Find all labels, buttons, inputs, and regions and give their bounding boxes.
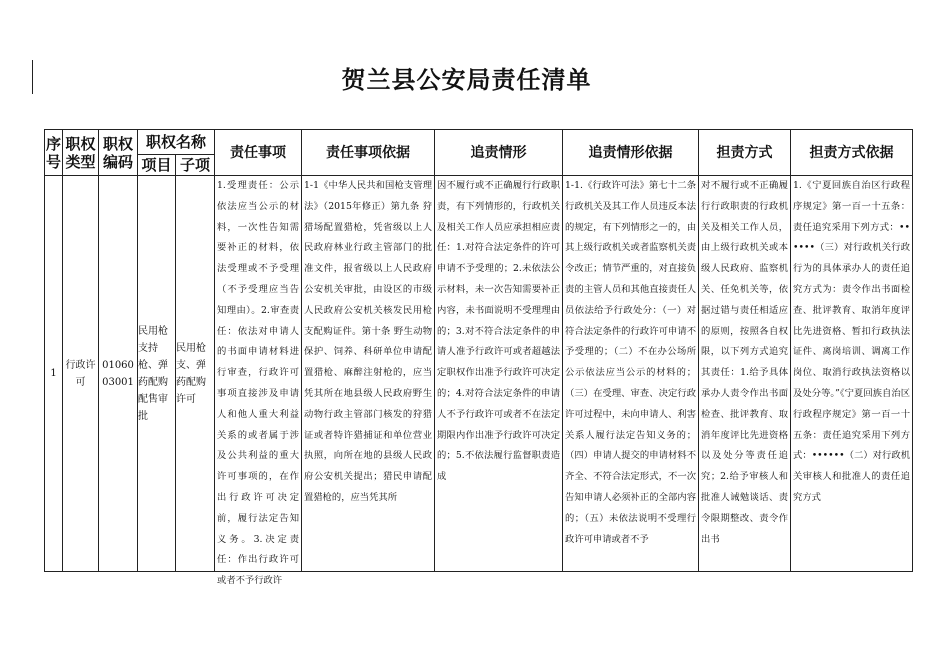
responsibility-basis-text: 1.《宁夏回族自治区行政程序规定》第一百一十五条：责任追究采用下列方式：••••••（三）对行政机关行政行为的具体承办人的责任追究方式为：责令作出书面检查、批评教育、取消年度评比先进资格、暂扣行政执法证件、离岗培训、调离工作岗位、取消行政执法资格以及处分等。”《宁夏回族自治区行政程序规定》第一百一十五条：责任追究采用下列方式：••••••（二）对行政机关审核人和批准人的责任追究方式 [793,180,911,503]
cell-power-type: 行政许可 [63,176,99,572]
duty-matter-text: 1.受理责任：公示依法应当公示的材料，一次性告知需要补正的材料，依法受理或不予受理（不予受理应当告知理由）。2.审查责任：依法对申请人的书面申请材料进行审查，行政许可事项直接涉及申请人和他人重大利益关系的或者属于涉及公共利益的重大许可事项的，在作出行政许可决定前，履行法定告知义务。3.决定责任：作出行政许可或者不予行政许 [217,180,300,587]
cell-item: 民用枪支持枪、弹药配购配售审批 [138,176,176,572]
cell-subitem: 民用枪支、弹药配购许可 [176,176,215,572]
header-power-type: 职权类型 [63,130,99,176]
document-title: 贺兰县公安局责任清单 [341,66,592,94]
cell-responsibility-mode [699,176,791,572]
header-power-name: 职权名称 [138,130,215,155]
header-responsibility-basis: 担责方式依据 [791,130,913,176]
cell-accountability-case [435,176,563,572]
cell-duty-matter [215,176,302,587]
header-duty-basis: 责任事项依据 [302,130,435,176]
accountability-case-text: 因不履行或不正确履行行政职责，有下列情形的，行政机关及相关工作人员应承担相应责任：1.对符合法定条件的许可申请不予受理的；2.未依法公示材料，未一次告知需要补正内容，未书面说明不受理理由的；3.对不符合法定条件的申请人准予行政许可或者超越法定职权作出准予行政许可决定的；4.对符合法定条件的申请人不予行政许可或者不在法定期限内作出准予行政许可决定的；5.不依法履行监督职责造成 [437,180,561,483]
header-accountability-basis: 追责情形依据 [563,130,699,176]
cell-accountability-basis [563,176,699,572]
header-responsibility-mode: 担责方式 [699,130,791,176]
header-seq: 序号 [45,130,63,176]
responsibility-table [44,129,913,587]
duty-basis-text: 1-1《中华人民共和国枪支管理法》（2015年修正）第九条 狩猎场配置猎枪，凭省级以上人民政府林业行政主管部门的批准文件，报省级以上人民政府公安机关审批，由设区的市级人民政府公安机关核发民用枪支配购证件。第十条 野生动物保护、饲养、科研单位申请配置猎枪、麻醉注射枪的，应当凭其所在地县级人民政府野生动物行政主管部门核发的狩猎证或者特许猎捕证和单位营业执照，向所在地的县级人民政府公安机关提出；猎民申请配置猎枪的，应当凭其所 [304,180,433,503]
header-item: 项目 [138,155,176,176]
table-row [45,176,913,572]
accountability-basis-text: 1-1.《行政许可法》第七十二条 行政机关及其工作人员违反本法的规定，有下列情形之一的，由其上级行政机关或者监察机关责令改正；情节严重的，对直接负责的主管人员和其他直接责任人员依法给予行政处分：（一）对符合法定条件的行政许可申请不予受理的；（二）不在办公场所公示依法应当公示的材料的；（三）在受理、审查、决定行政许可过程中，未向申请人、利害关系人履行法定告知义务的；（四）申请人提交的申请材料不齐全、不符合法定形式，不一次告知申请人必须补正的全部内容的；（五）未依法说明不受理行政许可申请或者不予 [565,180,697,545]
header-duty-matter: 责任事项 [215,130,302,176]
header-accountability-case: 追责情形 [435,130,563,176]
header-power-code: 职权编码 [99,130,138,176]
cell-power-code: 0106003001 [99,176,138,572]
header-subitem: 子项 [176,155,215,176]
responsibility-mode-text: 对不履行或不正确履行行政职责的行政机关及相关工作人员，由上级行政机关或本级人民政府、监察机关、任免机关等，依据过错与责任相适应的原则，按照各自权限，以下列方式追究其责任：1.给予具体承办人责令作出书面检查、批评教育、取消年度评比先进资格以及处分等责任追究；2.给予审核人和批准人诫勉谈话、责令限期整改、责令作出书 [701,180,789,545]
cell-responsibility-basis [791,176,913,572]
cell-duty-basis [302,176,435,572]
cell-seq: 1 [45,176,63,572]
